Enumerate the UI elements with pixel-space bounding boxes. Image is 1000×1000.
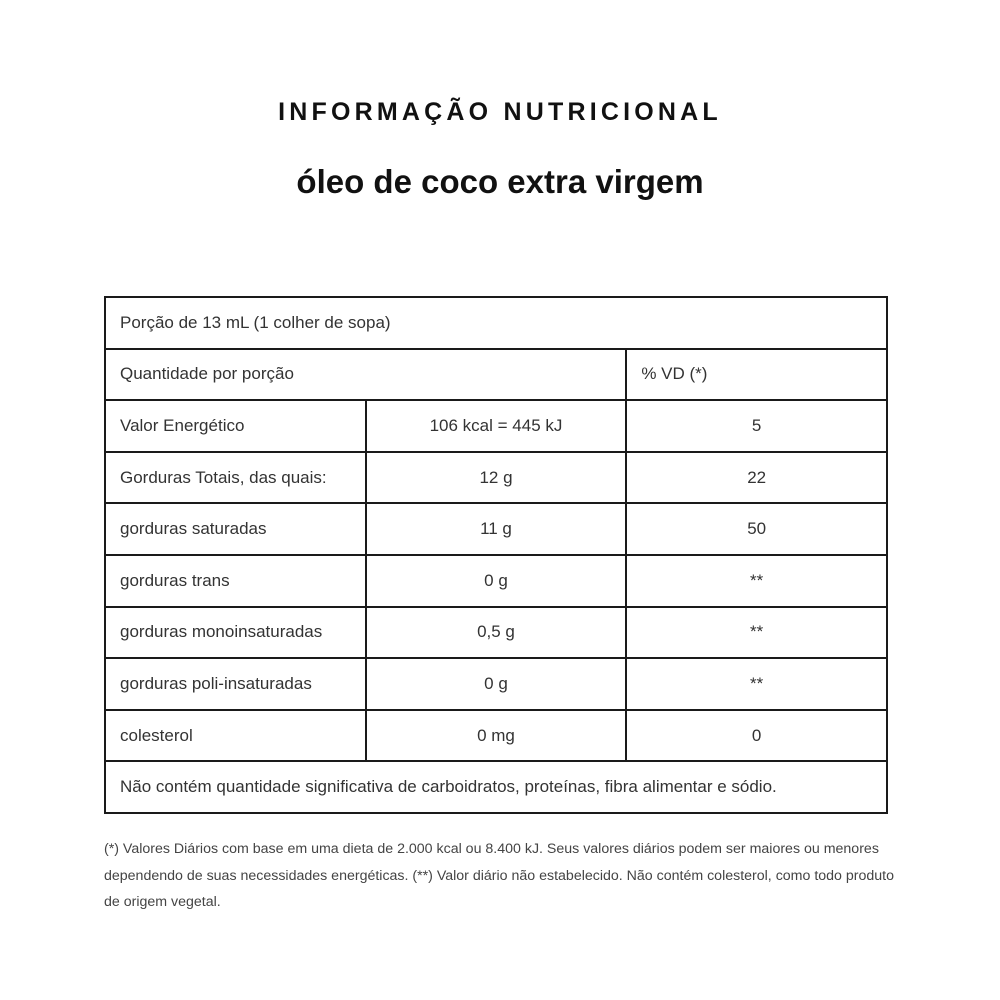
nutrition-facts-table [104, 296, 888, 814]
nutrient-amount: 0 g [366, 555, 627, 607]
nutrient-amount: 12 g [366, 452, 627, 504]
header-row [105, 349, 887, 401]
page-title: INFORMAÇÃO NUTRICIONAL [278, 98, 722, 126]
table-row [105, 452, 887, 504]
not-significant-row [105, 761, 887, 813]
nutrient-vd: 0 [626, 710, 887, 762]
nutrient-label: Valor Energético [105, 400, 366, 452]
nutrient-label: colesterol [105, 710, 366, 762]
nutrient-vd: ** [626, 555, 887, 607]
nutrient-label: Gorduras Totais, das quais: [105, 452, 366, 504]
footnote: (*) Valores Diários com base em uma dieta de 2.000 kcal ou 8.400 kJ. Seus valores diários podem ser maiores ou menores dependendo de suas necessidades energéticas. (**) Valor diário não estabelecido. Não contém colesterol, como todo produto de origem vegetal. [104, 841, 895, 910]
nutrient-label: gorduras trans [105, 555, 366, 607]
nutrient-label: gorduras monoinsaturadas [105, 607, 366, 659]
nutrient-label: gorduras poli-insaturadas [105, 658, 366, 710]
nutrient-amount: 11 g [366, 503, 627, 555]
table-row [105, 503, 887, 555]
serving-row [105, 297, 887, 349]
quantity-header: Quantidade por porção [105, 349, 626, 401]
nutrient-vd: 50 [626, 503, 887, 555]
nutrient-vd: 5 [626, 400, 887, 452]
table-row [105, 710, 887, 762]
nutrient-vd: ** [626, 658, 887, 710]
nutrient-vd: 22 [626, 452, 887, 504]
table-row [105, 607, 887, 659]
serving-size: Porção de 13 mL (1 colher de sopa) [105, 297, 887, 349]
product-name: óleo de coco extra virgem [296, 163, 704, 200]
vd-header: % VD (*) [626, 349, 887, 401]
nutrient-amount: 106 kcal = 445 kJ [366, 400, 627, 452]
nutrient-vd: ** [626, 607, 887, 659]
table-row [105, 658, 887, 710]
nutrient-amount: 0,5 g [366, 607, 627, 659]
table-row [105, 400, 887, 452]
nutrient-amount: 0 mg [366, 710, 627, 762]
nutrient-label: gorduras saturadas [105, 503, 366, 555]
nutrient-amount: 0 g [366, 658, 627, 710]
not-significant-note: Não contém quantidade significativa de carboidratos, proteínas, fibra alimentar e sódio. [105, 761, 887, 813]
table-row [105, 555, 887, 607]
